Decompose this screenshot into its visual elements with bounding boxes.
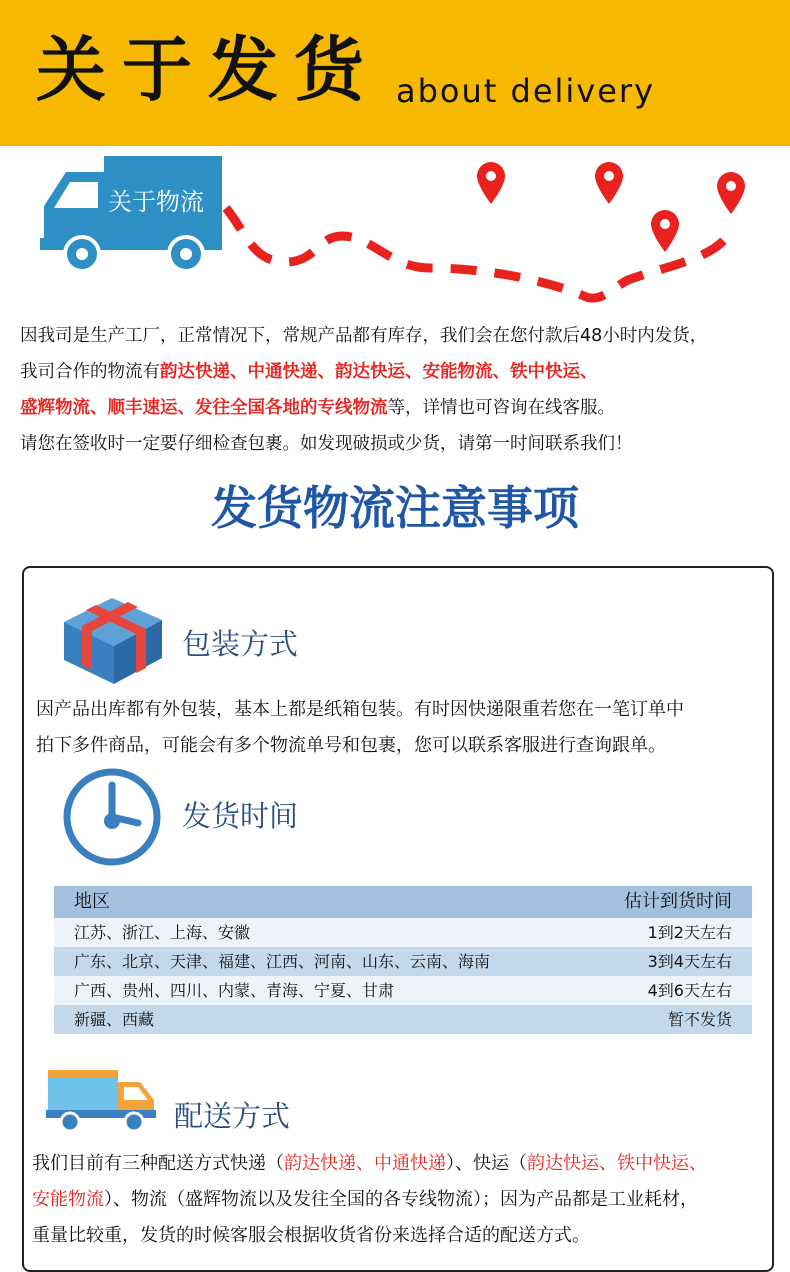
courier-list: 盛辉物流、顺丰速运、发往全国各地的专线物流 bbox=[20, 398, 388, 418]
table-header bbox=[54, 886, 752, 918]
intro-text bbox=[20, 318, 780, 462]
eta-cell: 3到4天左右 bbox=[647, 952, 732, 971]
location-pin-icon bbox=[477, 162, 505, 204]
intro-text-segment: 我司合作的物流有 bbox=[20, 362, 160, 382]
region-cell: 广西、贵州、四川、内蒙、青海、宁夏、甘肃 bbox=[74, 981, 395, 1000]
delivery-line bbox=[32, 1146, 772, 1182]
region-cell: 新疆、西藏 bbox=[74, 1010, 155, 1029]
dashed-route bbox=[226, 208, 724, 298]
banner-subtitle: about delivery bbox=[396, 72, 655, 110]
location-pin-icon bbox=[651, 210, 679, 252]
intro-line bbox=[20, 354, 780, 390]
truck-icon bbox=[46, 1066, 158, 1132]
delivery-text-segment: ）、快运（ bbox=[446, 1153, 527, 1174]
packaging-line: 拍下多件商品，可能会有多个物流单号和包裹，您可以联系客服进行查询跟单。 bbox=[36, 735, 666, 756]
table-row bbox=[54, 947, 752, 976]
express-couriers: 韵达快递、中通快递 bbox=[284, 1153, 446, 1174]
delivery-method-title: 配送方式 bbox=[174, 1099, 291, 1133]
packaging-text bbox=[36, 692, 766, 764]
eta-cell: 4到6天左右 bbox=[647, 981, 732, 1000]
packaging-title: 包装方式 bbox=[182, 627, 299, 661]
delivery-time-table bbox=[54, 886, 752, 1034]
header-region: 地区 bbox=[74, 891, 110, 912]
courier-list: 韵达快递、中通快递、韵达快运、安能物流、铁中快运、 bbox=[160, 362, 598, 382]
delivery-text-segment: 我们目前有三种配送方式快递（ bbox=[32, 1153, 284, 1174]
truck-label: 关于物流 bbox=[108, 188, 204, 216]
intro-line bbox=[20, 390, 780, 426]
table-row bbox=[54, 1005, 752, 1034]
freight-couriers: 韵达快运、铁中快运、 bbox=[527, 1153, 707, 1174]
intro-line: 因我司是生产工厂，正常情况下，常规产品都有库存，我们会在您付款后48小时内发货， bbox=[20, 326, 708, 346]
header-eta: 估计到货时间 bbox=[624, 891, 732, 912]
banner-title: 关于发货 bbox=[36, 29, 380, 111]
route-illustration bbox=[0, 150, 790, 320]
delivery-text-segment: ）、物流（盛辉物流以及发往全国的各专线物流）；因为产品都是工业耗材， bbox=[104, 1189, 698, 1210]
shipping-time-title: 发货时间 bbox=[182, 799, 299, 833]
intro-text-segment: 等，详情也可咨询在线客服。 bbox=[387, 398, 615, 418]
section-title: 发货物流注意事项 bbox=[211, 481, 579, 535]
location-pin-icon bbox=[717, 172, 745, 214]
table-row bbox=[54, 918, 752, 947]
package-box-icon bbox=[58, 588, 168, 688]
region-cell: 江苏、浙江、上海、安徽 bbox=[74, 923, 251, 942]
clock-icon bbox=[60, 765, 164, 869]
region-cell: 广东、北京、天津、福建、江西、河南、山东、云南、海南 bbox=[74, 952, 491, 971]
eta-cell: 1到2天左右 bbox=[647, 923, 732, 942]
delivery-text bbox=[32, 1146, 772, 1254]
freight-couriers: 安能物流 bbox=[32, 1189, 104, 1210]
header-banner bbox=[0, 0, 790, 146]
delivery-line bbox=[32, 1182, 772, 1218]
location-pin-icon bbox=[595, 162, 623, 204]
eta-cell: 暂不发货 bbox=[667, 1010, 732, 1029]
table-row bbox=[54, 976, 752, 1005]
intro-line: 请您在签收时一定要仔细检查包裹。如发现破损或少货，请第一时间联系我们！ bbox=[20, 434, 633, 454]
packaging-line: 因产品出库都有外包装，基本上都是纸箱包装。有时因快递限重若您在一笔订单中 bbox=[36, 699, 684, 720]
delivery-line: 重量比较重，发货的时候客服会根据收货省份来选择合适的配送方式。 bbox=[32, 1225, 590, 1246]
